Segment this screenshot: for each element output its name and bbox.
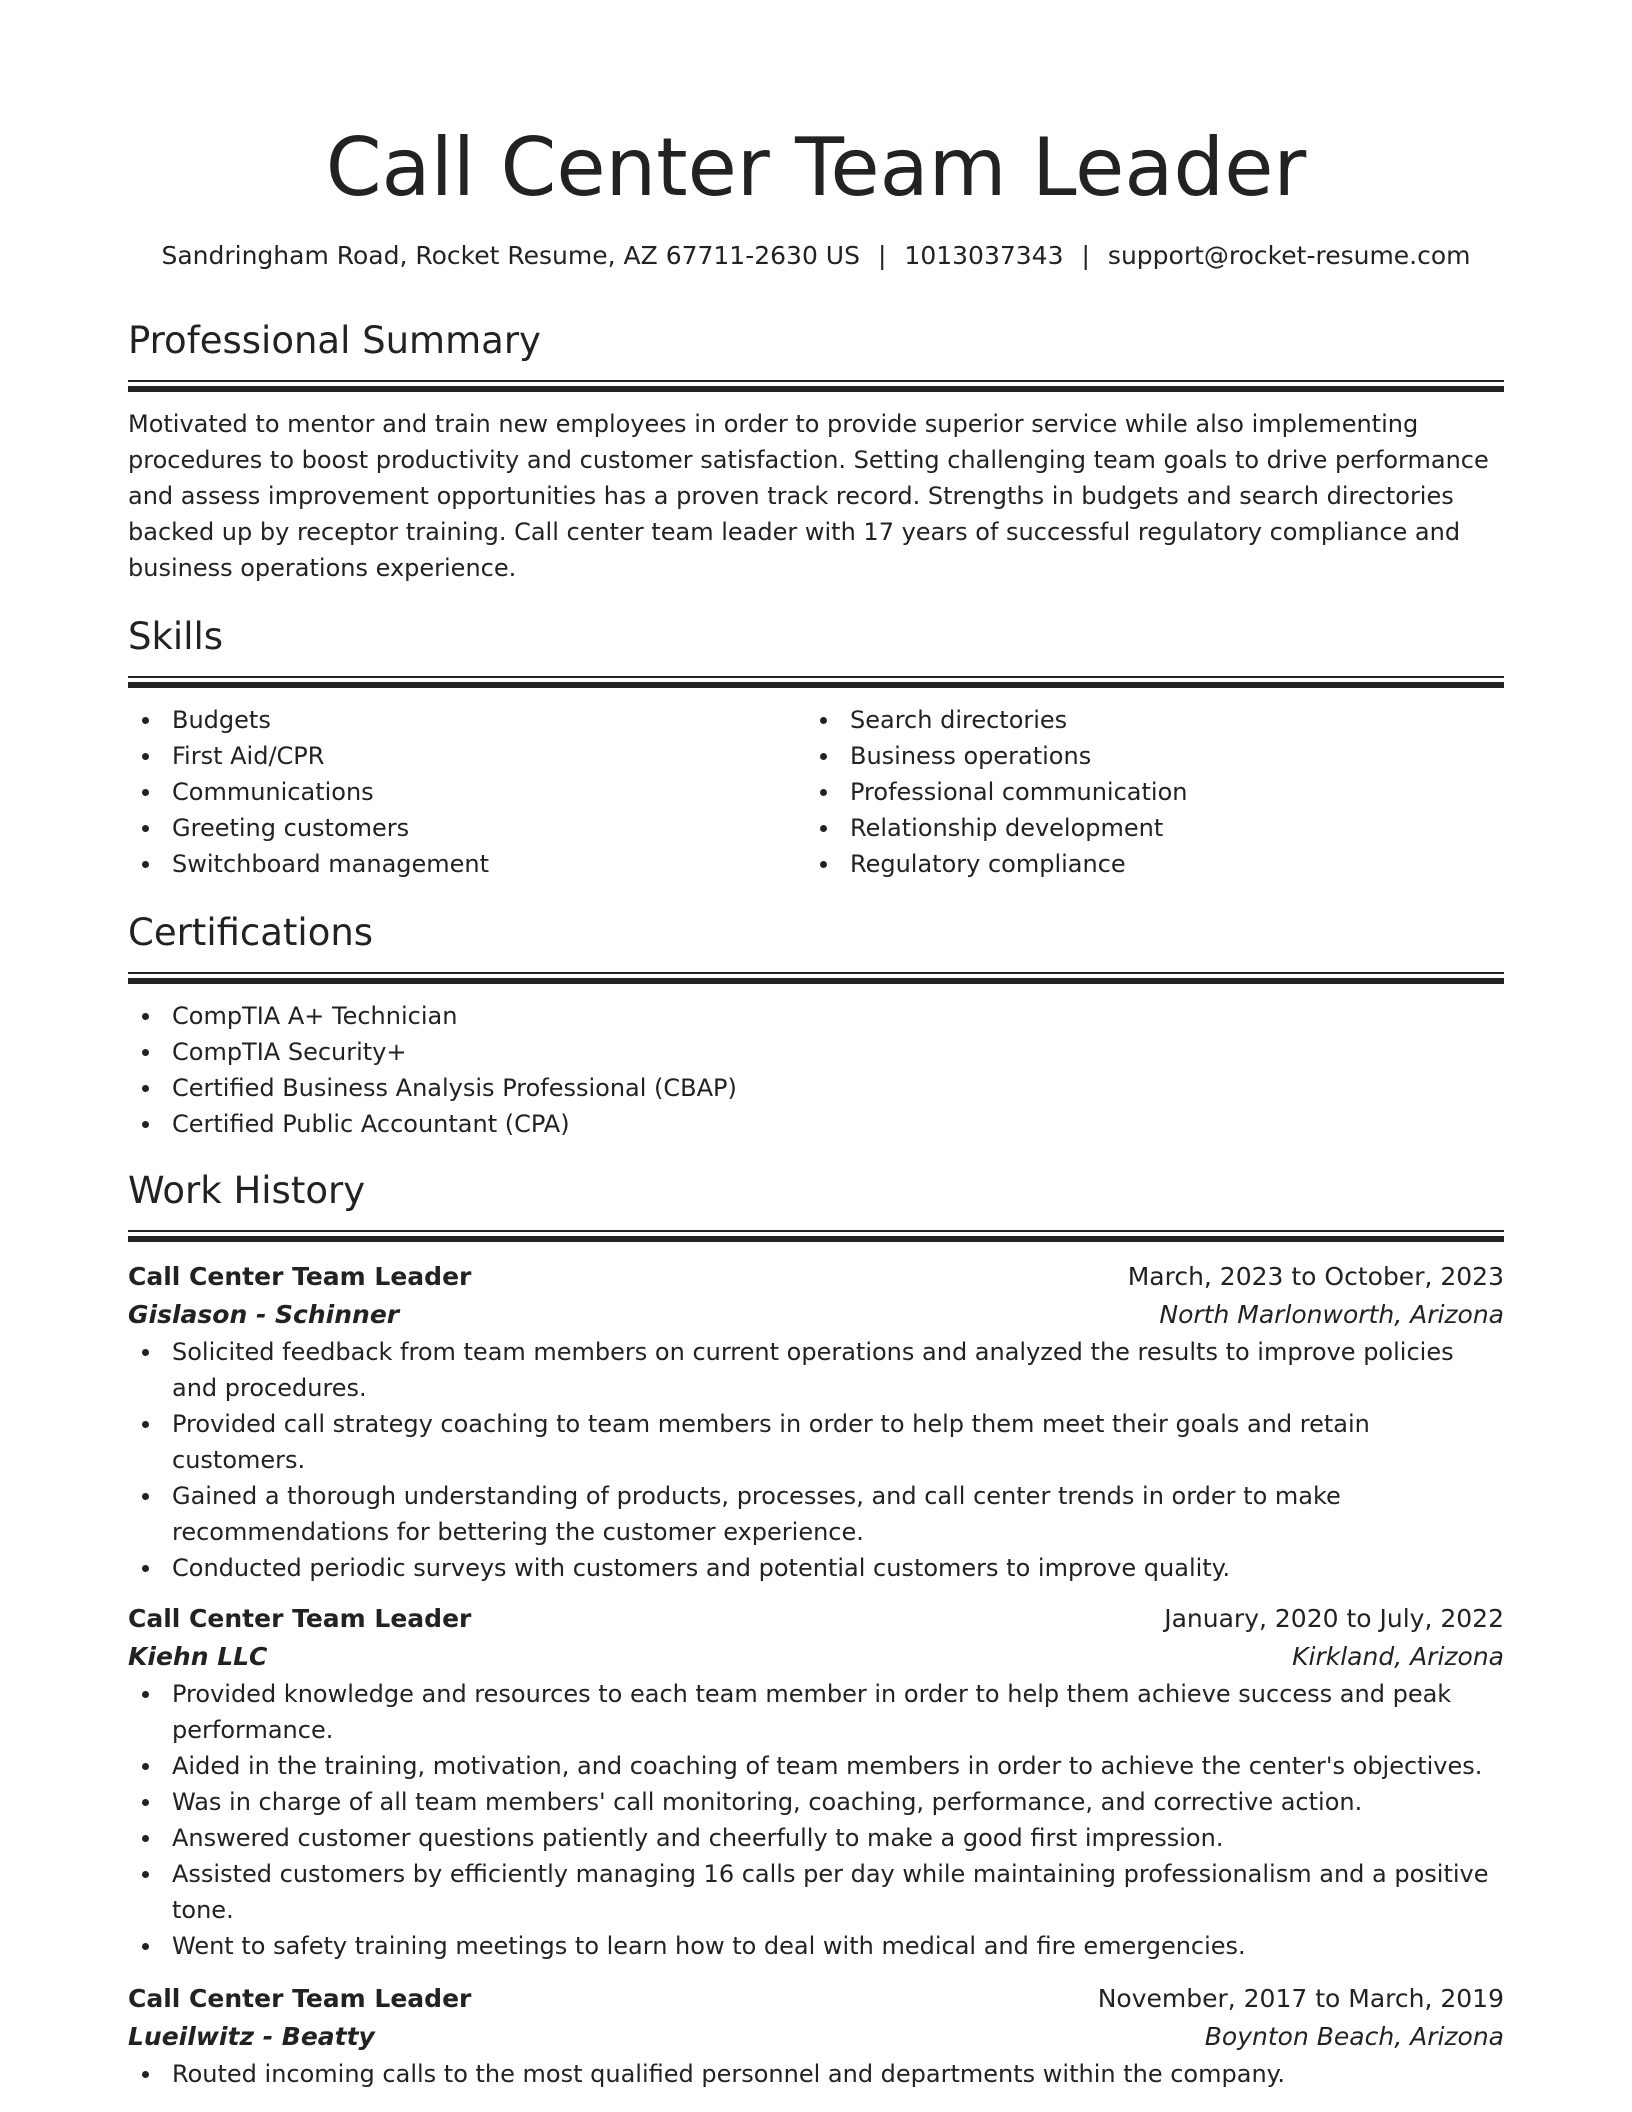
job-company: Kiehn LLC (128, 1642, 268, 1671)
work-history-section (128, 1166, 1504, 1242)
job-title: Call Center Team Leader (128, 1604, 472, 1633)
job-bullet: Gained a thorough understanding of products, processes, and call center trends in order to make recommendations for bettering the customer experience. (128, 1478, 1504, 1550)
job-bullet: Provided call strategy coaching to team members in order to help them meet their goals and retain customers. (128, 1406, 1504, 1478)
certification-item: Certified Business Analysis Professional (CBAP) (128, 1070, 1504, 1106)
job-bullet: Routed incoming calls to the most qualified personnel and departments within the company. (128, 2056, 1504, 2092)
resume-name: Call Center Team Leader (325, 121, 1307, 214)
job-subheader (128, 1638, 1504, 1676)
job-company: Gislason - Schinner (128, 1300, 400, 1329)
section-rule-thick (128, 682, 1504, 688)
skill-item: Budgets (128, 702, 806, 738)
skill-item: Business operations (806, 738, 1484, 774)
summary-section (128, 316, 1504, 586)
job-bullet: Was in charge of all team members' call monitoring, coaching, performance, and corrective action. (128, 1784, 1504, 1820)
skill-item: Switchboard management (128, 846, 806, 882)
skills-list-left (128, 702, 806, 882)
job-location: Kirkland, Arizona (1292, 1642, 1504, 1671)
skills-section (128, 612, 1504, 882)
skills-columns (128, 702, 1504, 882)
summary-text: Motivated to mentor and train new employees in order to provide superior service while also implementing procedures to boost productivity and customer satisfaction. Setting challenging team goals to drive performance and assess improvement opportunities has a proven track record. Strengths in budgets and search directories backed up by receptor training. Call center team leader with 17 years of successful regulatory compliance and business operations experience. (128, 410, 1489, 582)
job-header (128, 1258, 1504, 1296)
section-rule-thick (128, 1236, 1504, 1242)
section-title: Work History (128, 1169, 366, 1212)
contact-phone: 1013037343 (904, 241, 1064, 270)
contact-address: Sandringham Road, Rocket Resume, AZ 67711-2630 US (161, 241, 860, 270)
section-rule-thin (128, 1230, 1504, 1232)
skills-list-right (806, 702, 1484, 882)
section-rule-thick (128, 386, 1504, 392)
section-rule-thin (128, 380, 1504, 382)
job-dates: November, 2017 to March, 2019 (1097, 1984, 1504, 2013)
skill-item: Regulatory compliance (806, 846, 1484, 882)
skill-item: Communications (128, 774, 806, 810)
job-bullet: Answered customer questions patiently and cheerfully to make a good first impression. (128, 1820, 1504, 1856)
section-title: Professional Summary (128, 319, 541, 362)
contact-line (128, 238, 1504, 274)
job-location: North Marlonworth, Arizona (1159, 1300, 1504, 1329)
skill-item: First Aid/CPR (128, 738, 806, 774)
job-bullet: Aided in the training, motivation, and coaching of team members in order to achieve the center's objectives. (128, 1748, 1504, 1784)
certification-item: CompTIA Security+ (128, 1034, 1504, 1070)
job-bullets (128, 2056, 1504, 2092)
section-title: Skills (128, 615, 224, 658)
certification-item: CompTIA A+ Technician (128, 998, 1504, 1034)
job-subheader (128, 2018, 1504, 2056)
contact-separator: | (1081, 241, 1090, 270)
job-entry (128, 1980, 1504, 2092)
job-title: Call Center Team Leader (128, 1984, 472, 2013)
job-bullets (128, 1334, 1504, 1586)
job-bullets (128, 1676, 1504, 1964)
contact-email[interactable]: support@rocket-resume.com (1107, 241, 1471, 270)
job-header (128, 1600, 1504, 1638)
skill-item: Greeting customers (128, 810, 806, 846)
certifications-list (128, 998, 1504, 1142)
section-rule-thick (128, 978, 1504, 984)
certification-item: Certified Public Accountant (CPA) (128, 1106, 1504, 1142)
skill-item: Relationship development (806, 810, 1484, 846)
job-entry (128, 1258, 1504, 1586)
skill-item: Search directories (806, 702, 1484, 738)
section-rule-thin (128, 972, 1504, 974)
certifications-section (128, 908, 1504, 1142)
job-dates: March, 2023 to October, 2023 (1127, 1262, 1504, 1291)
job-bullet: Assisted customers by efficiently managing 16 calls per day while maintaining professionalism and a positive tone. (128, 1856, 1504, 1928)
skill-item: Professional communication (806, 774, 1484, 810)
job-bullet: Provided knowledge and resources to each team member in order to help them achieve success and peak performance. (128, 1676, 1504, 1748)
job-header (128, 1980, 1504, 2018)
contact-separator: | (877, 241, 887, 270)
section-rule-thin (128, 676, 1504, 678)
job-bullet: Solicited feedback from team members on current operations and analyzed the results to improve policies and procedures. (128, 1334, 1504, 1406)
job-title: Call Center Team Leader (128, 1262, 472, 1291)
job-subheader (128, 1296, 1504, 1334)
job-bullet: Went to safety training meetings to learn how to deal with medical and fire emergencies. (128, 1928, 1504, 1964)
job-location: Boynton Beach, Arizona (1204, 2022, 1504, 2051)
section-title: Certifications (128, 911, 374, 954)
job-dates: January, 2020 to July, 2022 (1164, 1604, 1504, 1633)
job-company: Lueilwitz - Beatty (128, 2022, 375, 2051)
job-entry (128, 1600, 1504, 1964)
job-bullet: Conducted periodic surveys with customers and potential customers to improve quality. (128, 1550, 1504, 1586)
